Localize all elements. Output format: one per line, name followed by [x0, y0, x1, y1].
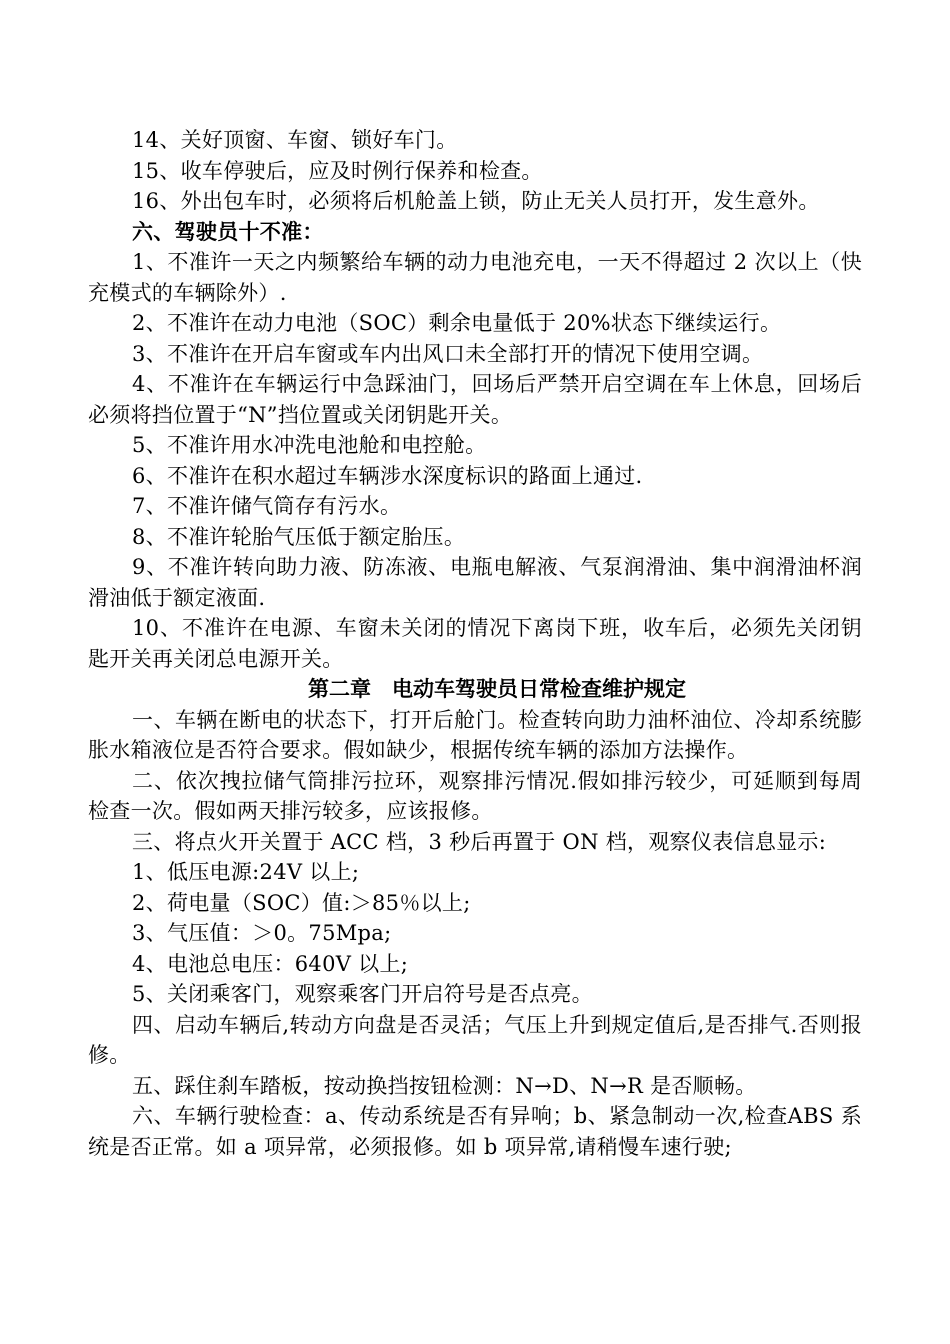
rule-item-4: 4、不准许在车辆运行中急踩油门，回场后严禁开启空调在车上休息，回场后必须将挡位置于“N”挡位置或关闭钥匙开关。 — [88, 372, 862, 427]
rule-item-5: 5、不准许用水冲洗电池舱和电控舱。 — [132, 433, 487, 457]
check-item-5: 5、关闭乘客门，观察乘客门开启符号是否点亮。 — [132, 982, 593, 1006]
rule-item-10: 10、不准许在电源、车窗未关闭的情况下离岗下班，收车后，必须先关闭钥匙开关再关闭总电源开关。 — [88, 616, 862, 671]
rule-item-7: 7、不准许储气筒存有污水。 — [132, 494, 402, 518]
check-item-3: 3、气压值：＞0。75Mpa; — [132, 921, 392, 945]
rule-item-2: 2、不准许在动力电池（SOC）剩余电量低于 20%状态下继续运行。 — [132, 311, 782, 335]
chapter-paragraph-6: 六、车辆行驶检查：a、传动系统是否有异响；b、紧急制动一次,检查ABS 系统是否正常。如 a 项异常，必须报修。如 b 项异常,请稍慢车速行驶; — [88, 1104, 862, 1159]
section-heading-six: 六、驾驶员十不准： — [132, 218, 324, 244]
rule-item-6: 6、不准许在积水超过车辆涉水深度标识的路面上通过. — [132, 463, 643, 488]
rule-item-8: 8、不准许轮胎气压低于额定胎压。 — [132, 524, 466, 549]
check-item-4: 4、电池总电压：640V 以上; — [132, 951, 409, 976]
paragraph-item-16: 16、外出包车时，必须将后机舱盖上锁，防止无关人员打开，发生意外。 — [132, 189, 820, 213]
document-body — [88, 125, 862, 1162]
check-item-1: 1、低压电源:24V 以上; — [132, 860, 360, 884]
chapter-paragraph-3: 三、将点火开关置于 ACC 档，3 秒后再置于 ON 档，观察仪表信息显示: — [132, 829, 827, 854]
chapter-paragraph-4: 四、启动车辆后,转动方向盘是否灵活；气压上升到规定值后,是否排气.否则报修。 — [88, 1012, 862, 1067]
chapter-title: 第二章 电动车驾驶员日常检查维护规定 — [308, 676, 686, 701]
rule-item-1: 1、不准许一天之内频繁给车辆的动力电池充电，一天不得超过 2 次以上（快充模式的车辆除外）. — [88, 250, 862, 305]
chapter-paragraph-1: 一、车辆在断电的状态下，打开后舱门。检查转向助力油杯油位、冷却系统膨胀水箱液位是否符合要求。假如缺少，根据传统车辆的添加方法操作。 — [88, 707, 862, 762]
check-item-2: 2、荷电量（SOC）值:＞85％以上; — [132, 890, 471, 915]
rule-item-9: 9、不准许转向助力液、防冻液、电瓶电解液、气泵润滑油、集中润滑油杯润滑油低于额定液面. — [88, 555, 862, 610]
chapter-paragraph-5: 五、踩住刹车踏板，按动换挡按钮检测：N→D、N→R 是否顺畅。 — [132, 1073, 757, 1098]
rule-item-3: 3、不准许在开启车窗或车内出风口未全部打开的情况下使用空调。 — [132, 341, 764, 366]
paragraph-item-15: 15、收车停驶后，应及时例行保养和检查。 — [132, 158, 543, 183]
chapter-paragraph-2: 二、依次拽拉储气筒排污拉环，观察排污情况.假如排污较少，可延顺到每周检查一次。假如两天排污较多，应该报修。 — [88, 768, 862, 823]
paragraph-item-14: 14、关好顶窗、车窗、锁好车门。 — [132, 128, 458, 152]
